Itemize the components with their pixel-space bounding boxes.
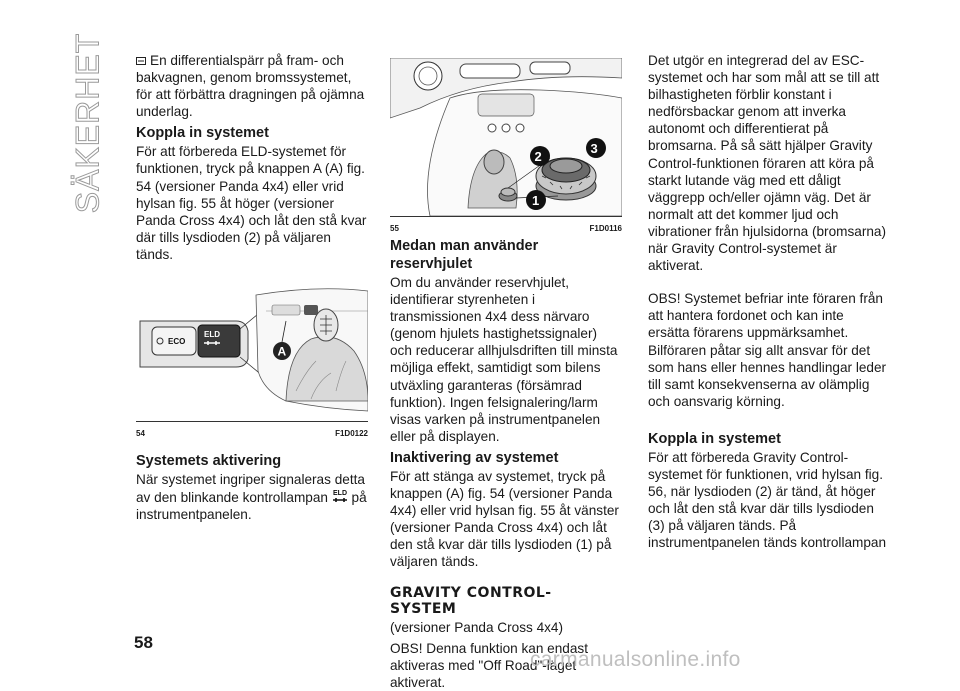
heading-activation: Systemets aktivering xyxy=(136,453,282,470)
versions-note: (versioner Panda Cross 4x4) xyxy=(390,619,564,635)
marker-a: A xyxy=(277,344,287,359)
spare-wheel-paragraph: Om du använder reservhjulet, identifierar styrenheten i transmissionen 4x4 dess närvaro (genom hjulets hastighetssignaler) och reducerar allhjulsdriften till minsta möjliga effekt, samtidigt som bilens utväxling garanteras (försämrad funktion). Ingen felsignalering/larm visas varken på instrumentpanelen eller på displayen. xyxy=(390,275,618,444)
coupling-gravity-paragraph: För att förbereda Gravity Control-systemet för funktionen, vrid hylsan fig. 56, när lysdioden (2) är tänd, åt höger och låt den stå kvar där tills lysdioden (3) på väljaren tänds. På instrumentpanelen tänds kontrollampan xyxy=(648,449,887,551)
intro-paragraph: En differentialspärr på fram- och bakvagnen, genom bromssystemet, för att förbättra dragningen på ojämna underlag. xyxy=(136,53,365,120)
figure-code: F1D0116 xyxy=(589,224,622,233)
figure-54-illustration xyxy=(136,281,368,421)
figure-number: 55 xyxy=(390,224,399,233)
section-title: SÄKERHET xyxy=(69,32,106,214)
figure-55-caption xyxy=(390,217,622,233)
svg-text:ELD: ELD xyxy=(332,490,347,498)
warning-lamp-icon xyxy=(136,56,146,66)
column-1 xyxy=(136,52,368,523)
activation-paragraph: När systemet ingriper signaleras detta av den blinkande kontrollampan ELD på instrumentpanelen. xyxy=(136,472,367,523)
figure-55-illustration xyxy=(390,58,622,216)
marker-2: 2 xyxy=(534,149,542,164)
marker-3: 3 xyxy=(590,141,598,156)
heading-gravity-control: GRAVITY CONTROL- SYSTEM xyxy=(390,584,552,617)
eco-label: ECO xyxy=(168,337,186,347)
off-road-note: OBS! Denna funktion kan endast aktiveras med "Off Road"-läget aktiverat. xyxy=(390,640,588,690)
heading-coupling: Koppla in systemet xyxy=(136,125,269,142)
deactivation-paragraph: För att stänga av systemet, tryck på knappen (A) fig. 54 (versioner Panda 4x4) eller vrid hylsan fig. 55 åt vänster (versioner Panda Cross 4x4) och låt den stå kvar där tills lysdioden (1) på väljaren tänds. xyxy=(390,468,619,570)
coupling-paragraph: För att förbereda ELD-systemet för funktionen, tryck på knappen A (A) fig. 54 (versioner Panda 4x4) eller vrid hylsan fig. 55 åt höger (versioner Panda Cross 4x4) och låt den stå kvar där tills lysdioden (2) på väljaren tänds. xyxy=(136,144,367,262)
column-3 xyxy=(648,52,888,551)
figure-54-caption xyxy=(136,422,368,438)
figure-code: F1D0122 xyxy=(335,429,368,439)
figure-54 xyxy=(136,281,368,422)
figure-number: 54 xyxy=(136,429,145,439)
heading-deactivation: Inaktivering av systemet xyxy=(390,449,559,466)
heading-spare-wheel: Medan man använder reservhjulet xyxy=(390,238,539,272)
eld-warning-icon xyxy=(332,488,348,504)
figure-55 xyxy=(390,58,622,217)
heading-coupling-gravity: Koppla in systemet xyxy=(648,430,781,447)
column-2 xyxy=(390,52,622,691)
page-number: 58 xyxy=(134,633,153,652)
eld-label: ELD xyxy=(204,330,220,340)
gravity-intro-paragraph: Det utgör en integrerad del av ESC-systemet och har som mål att se till att bilhastigheten förblir konstant i nedförsbackar genom att inverka autonomt och differentierat på bromsarna. På så sätt hjälper Gravity Control-funktionen föraren att köra på starkt lutande väg med ett dåligt väggrepp och/eller ojämn väg. Det är normalt att det kommer ljud och vibrationer från hjulsidorna (bromsarna) när Gravity Control-systemet är aktiverat. xyxy=(648,53,886,274)
obs-paragraph: OBS! Systemet befriar inte föraren från att hantera fordonet och kan inte ersätta förarens uppmärksamhet. Bilföraren påtar sig allt ansvar för det som hans eller hennes handlingar leder till samt konsekvenserna av olämplig och oansvarig körning. xyxy=(648,291,887,409)
watermark: carmanualsonline.info xyxy=(530,648,741,671)
marker-1: 1 xyxy=(532,193,540,208)
